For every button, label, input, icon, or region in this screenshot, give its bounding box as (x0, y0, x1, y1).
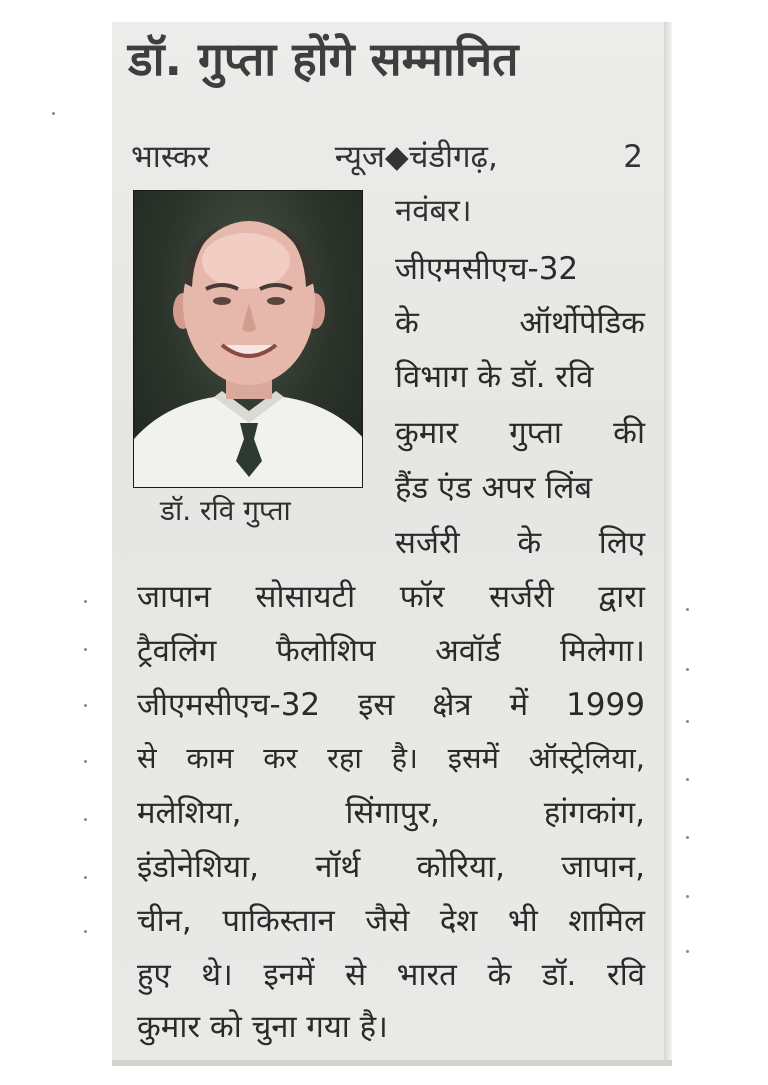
body-word: फैलोशिप (275, 633, 376, 669)
body-word: मलेशिया, (137, 795, 242, 831)
body-line (137, 633, 645, 669)
body-word: पाकिस्तान (222, 903, 335, 939)
body-word: कोरिया, (416, 849, 505, 885)
body-word: द्वारा (598, 579, 645, 615)
photo-caption: डॉ. रवि गुप्ता (160, 494, 291, 527)
dateline (131, 139, 643, 175)
body-word: 1999 (566, 687, 645, 723)
body-word: अवॉर्ड (435, 633, 501, 669)
dateline-day: 2 (623, 139, 643, 175)
body-line: विभाग के डॉ. रवि (395, 359, 594, 395)
body-word: हांगकांग, (543, 795, 645, 831)
body-word: भी (507, 903, 538, 939)
body-word: ऑर्थोपेडिक (519, 305, 645, 341)
headline: डॉ. गुप्ता होंगे सम्मानित (128, 32, 519, 86)
body-word: फॉर (399, 579, 445, 615)
body-line (137, 741, 645, 775)
body-word: नॉर्थ (315, 849, 361, 885)
body-line (137, 795, 645, 831)
margin-dot (84, 818, 87, 821)
margin-dot (84, 876, 87, 879)
body-word: ऑस्ट्रेलिया, (528, 741, 645, 775)
margin-dot (686, 836, 689, 839)
body-word: में (509, 687, 529, 723)
body-word: कुमार (395, 415, 459, 451)
body-word: इनमें (263, 957, 315, 993)
body-word: कर (263, 741, 298, 775)
body-line (137, 687, 645, 723)
body-line (137, 849, 645, 885)
margin-dot (686, 608, 689, 611)
body-word: की (613, 415, 645, 451)
margin-dot (84, 600, 87, 603)
margin-dot (686, 950, 689, 953)
body-word: सर्जरी (395, 525, 460, 561)
body-word: काम (186, 741, 234, 775)
portrait-photo (133, 190, 363, 488)
body-word: जैसे (365, 903, 410, 939)
body-word: जीएमसीएच-32 (137, 687, 321, 723)
body-word: इस (358, 687, 395, 723)
body-word: सर्जरी (489, 579, 554, 615)
dateline-month: नवंबर। (395, 193, 472, 229)
body-word: थे। (201, 957, 233, 993)
body-word: सोसायटी (255, 579, 356, 615)
body-line (395, 415, 645, 451)
margin-dot (686, 778, 689, 781)
body-word: जापान (137, 579, 211, 615)
body-word: भारत (396, 957, 457, 993)
body-word: ट्रैवलिंग (137, 633, 217, 669)
body-line (137, 903, 645, 939)
margin-dot (84, 648, 87, 651)
body-line (395, 305, 645, 341)
body-word: गुप्ता (509, 415, 562, 451)
margin-dot (84, 704, 87, 707)
body-word: इसमें (447, 741, 499, 775)
body-word: रहा (327, 741, 362, 775)
margin-dot (84, 760, 87, 763)
body-line (395, 525, 645, 561)
clipping-edge-right (664, 22, 672, 1064)
body-word: के (517, 525, 542, 561)
body-word: सिंगापुर, (345, 795, 441, 831)
body-word: देश (439, 903, 478, 939)
margin-dot (84, 930, 87, 933)
body-word: क्षेत्र (432, 687, 472, 723)
body-line: कुमार को चुना गया है। (137, 1009, 388, 1045)
body-word: डॉ. (541, 957, 577, 993)
body-line (137, 957, 645, 993)
dateline-agency-city: न्यूज◆चंडीगढ़, (334, 139, 498, 175)
body-word: के (395, 305, 419, 341)
body-word: इंडोनेशिया, (137, 849, 260, 885)
body-word: के (487, 957, 512, 993)
margin-dot (52, 112, 55, 115)
margin-dot (686, 720, 689, 723)
body-word: रवि (607, 957, 645, 993)
body-line (137, 579, 645, 615)
body-word: है। (391, 741, 418, 775)
body-word: से (137, 741, 157, 775)
body-line: हैंड एंड अपर लिंब (395, 470, 593, 506)
body-word: से (345, 957, 367, 993)
body-word: मिलेगा। (560, 633, 645, 669)
body-word: चीन, (137, 903, 192, 939)
dateline-source: भास्कर (131, 139, 210, 175)
body-word: जापान, (561, 849, 645, 885)
body-word: शामिल (568, 903, 645, 939)
clipping-edge-bottom (112, 1060, 672, 1066)
body-line: जीएमसीएच-32 (395, 251, 579, 287)
person-portrait-icon (134, 191, 363, 488)
body-word: हुए (137, 957, 171, 993)
margin-dot (686, 895, 689, 898)
margin-dot (686, 668, 689, 671)
body-word: लिए (598, 525, 645, 561)
